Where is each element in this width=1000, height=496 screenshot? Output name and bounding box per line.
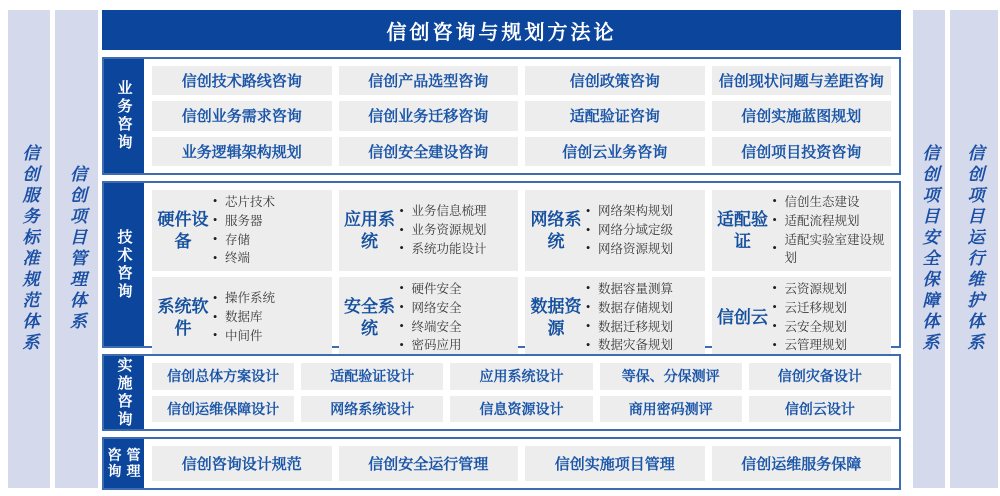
- sidebar-operation-maintenance-system: [950, 10, 998, 488]
- business-items-grid: [144, 59, 899, 173]
- business-item: 信创实施蓝图规划: [712, 101, 892, 130]
- bullet-item: ● 网络安全: [399, 299, 515, 318]
- implementation-item: 信创灾备设计: [749, 363, 891, 390]
- section-label-business: [104, 59, 144, 173]
- tech-block-application: [339, 190, 519, 271]
- business-item: 适配验证咨询: [525, 101, 705, 130]
- tech-block-network: [525, 190, 705, 271]
- tech-blocks-grid: [144, 183, 899, 353]
- tech-bullet-list: [399, 280, 515, 355]
- bullet-item: ● 终端: [212, 249, 328, 268]
- implementation-item: 应用系统设计: [450, 363, 592, 390]
- section-label-business-text: 业务咨询: [115, 80, 133, 152]
- bullet-item: ● 适配实验室建设规划: [772, 231, 888, 269]
- bullet-item: ● 终端安全: [399, 318, 515, 337]
- sidebar-project-management-label: 信创项目管理体系: [67, 165, 86, 333]
- sidebar-project-management-system: [55, 10, 98, 488]
- section-label-tech: [104, 183, 144, 346]
- section-label-management-text: [108, 448, 141, 480]
- business-item: 信创业务需求咨询: [152, 101, 332, 130]
- section-consulting-management: [102, 437, 901, 490]
- business-item: 信创现状问题与差距咨询: [712, 66, 892, 95]
- management-item: 信创安全运行管理: [339, 446, 519, 481]
- implementation-item: 信息资源设计: [450, 396, 592, 423]
- tech-bullet-list: [585, 202, 701, 258]
- tech-block-name: 网络系统: [530, 210, 582, 251]
- management-label-char: 理: [126, 463, 141, 479]
- tech-block-system-software: [152, 277, 332, 358]
- bullet-item: ● 网络资源规划: [585, 240, 701, 259]
- bullet-item: ● 云安全规划: [772, 318, 888, 337]
- management-item: 信创实施项目管理: [525, 446, 705, 481]
- bullet-item: ● 网络分域定级: [585, 221, 701, 240]
- section-label-tech-text: 技术咨询: [115, 228, 133, 301]
- bullet-item: ● 数据迁移规划: [585, 318, 701, 337]
- bullet-item: ● 信创生态建设: [772, 193, 888, 212]
- implementation-item: 适配验证设计: [301, 363, 443, 390]
- tech-block-security: [339, 277, 519, 358]
- section-implementation-consulting: [102, 354, 901, 431]
- business-item: 信创云业务咨询: [525, 137, 705, 166]
- tech-bullet-list: [212, 193, 328, 268]
- implementation-item: 网络系统设计: [301, 396, 443, 423]
- implementation-item: 商用密码测评: [600, 396, 742, 423]
- section-business-consulting: [102, 57, 901, 175]
- implementation-item: 信创云设计: [749, 396, 891, 423]
- business-item: 信创政策咨询: [525, 66, 705, 95]
- tech-block-name: 安全系统: [344, 297, 395, 338]
- business-item: 信创业务迁移咨询: [339, 101, 519, 130]
- bullet-item: ● 数据库: [212, 308, 328, 327]
- sidebar-security-assurance-label: 信创项目安全保障体系: [919, 144, 939, 354]
- bullet-item: ● 数据容量测算: [585, 280, 701, 299]
- bullet-item: ● 操作系统: [212, 289, 328, 308]
- bullet-item: ● 芯片技术: [212, 193, 328, 212]
- section-label-implementation-text: 实施咨询: [115, 356, 133, 429]
- bullet-item: ● 云管理规划: [772, 336, 888, 355]
- tech-block-name: 应用系统: [344, 210, 395, 251]
- business-item: 信创安全建设咨询: [339, 137, 519, 166]
- implementation-item: 信创总体方案设计: [152, 363, 294, 390]
- tech-bullet-list: [212, 289, 328, 345]
- section-label-implementation: [104, 356, 144, 429]
- tech-block-name: 系统软件: [157, 297, 209, 338]
- bullet-item: ● 密码应用: [399, 336, 515, 355]
- management-item: 信创运维服务保障: [712, 446, 892, 481]
- bullet-item: ● 网络架构规划: [585, 202, 701, 221]
- bullet-item: ● 存储: [212, 231, 328, 250]
- implementation-items-grid: [144, 356, 899, 429]
- business-item: 信创项目投资咨询: [712, 137, 892, 166]
- tech-bullet-list: [399, 202, 515, 258]
- tech-block-adaptation: [712, 190, 892, 271]
- management-items-grid: [144, 439, 899, 488]
- sidebar-service-standard-system: [8, 10, 50, 488]
- bullet-item: ● 业务资源规划: [399, 221, 515, 240]
- bullet-item: ● 数据灾备规划: [585, 336, 701, 355]
- bullet-item: ● 系统功能设计: [399, 240, 515, 259]
- implementation-item: 信创运维保障设计: [152, 396, 294, 423]
- tech-block-name: 数据资源: [530, 297, 582, 338]
- tech-bullet-list: [772, 280, 888, 355]
- bullet-item: ● 云资源规划: [772, 280, 888, 299]
- sidebar-service-standard-label: 信创服务标准规范体系: [19, 144, 39, 354]
- implementation-item: 等保、分保测评: [600, 363, 742, 390]
- section-label-management: [104, 439, 144, 488]
- bullet-item: ● 中间件: [212, 327, 328, 346]
- bullet-item: ● 业务信息梳理: [399, 202, 515, 221]
- tech-block-name: 适配验证: [717, 210, 768, 251]
- bullet-item: ● 服务器: [212, 212, 328, 231]
- bullet-item: ● 云迁移规划: [772, 299, 888, 318]
- management-item: 信创咨询设计规范: [152, 446, 332, 481]
- tech-block-xinchuang-cloud: [712, 277, 892, 358]
- tech-bullet-list: [585, 280, 701, 355]
- tech-block-data-resource: [525, 277, 705, 358]
- business-item: 信创产品选型咨询: [339, 66, 519, 95]
- bullet-item: ● 硬件安全: [399, 280, 515, 299]
- management-label-char: 管: [126, 446, 141, 463]
- sidebar-operation-maintenance-label: 信创项目运行维护体系: [964, 144, 984, 354]
- sidebar-security-assurance-system: [913, 10, 945, 488]
- tech-bullet-list: [772, 193, 888, 268]
- business-item: 信创技术路线咨询: [152, 66, 332, 95]
- tech-block-name: 硬件设备: [157, 210, 209, 251]
- business-item: 业务逻辑架构规划: [152, 137, 332, 166]
- bullet-item: ● 适配流程规划: [772, 212, 888, 231]
- section-technical-consulting: [102, 181, 901, 353]
- main-title: 信创咨询与规划方法论: [102, 10, 901, 50]
- tech-block-name: 信创云: [717, 307, 768, 327]
- management-label-char: 询: [107, 463, 122, 479]
- tech-block-hardware: [152, 190, 332, 271]
- management-label-char: 咨: [107, 446, 122, 463]
- bullet-item: ● 数据存储规划: [585, 299, 701, 318]
